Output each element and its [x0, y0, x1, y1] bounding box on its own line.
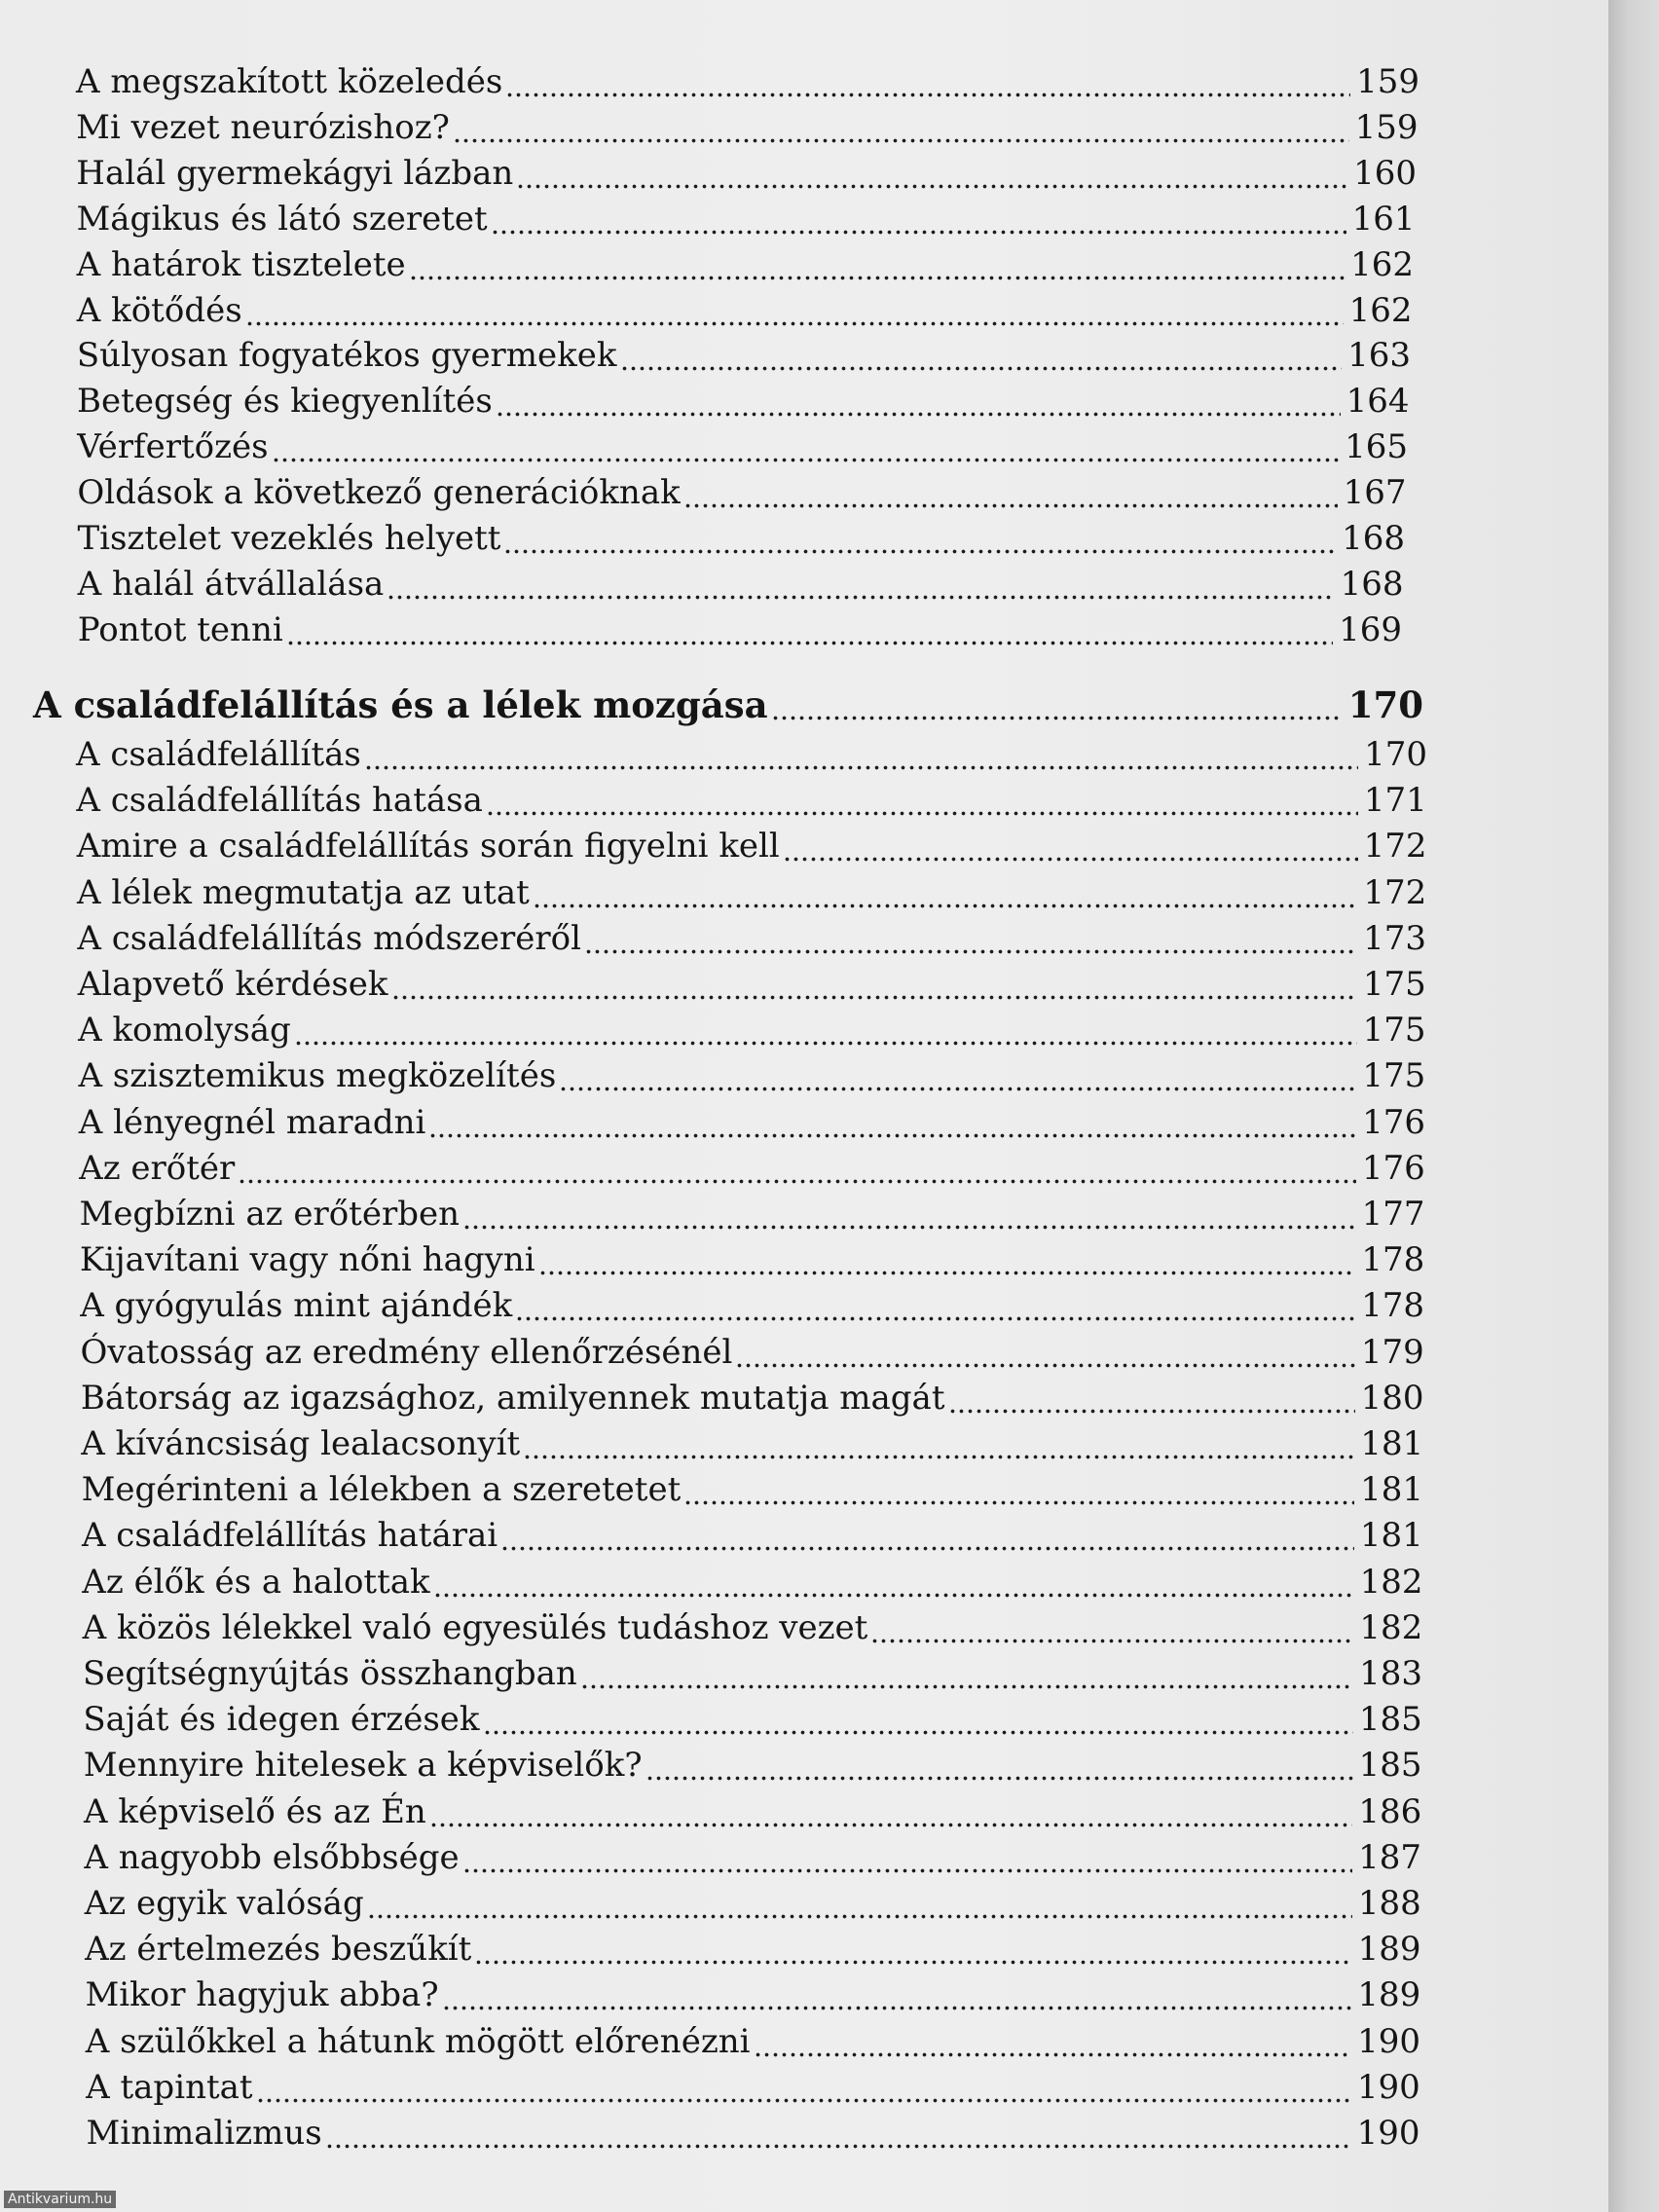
toc-entry — [77, 380, 1409, 423]
toc-dot-leader — [442, 1973, 1352, 2016]
toc-entry — [82, 1514, 1423, 1557]
toc-entry-title: A kíváncsiság lealacsonyít — [81, 1424, 521, 1463]
toc-page-number: 162 — [1348, 290, 1413, 330]
toc-page-number: 187 — [1358, 1837, 1421, 1877]
page-edge-shadow — [1608, 0, 1659, 2212]
toc-entry — [84, 1790, 1421, 1833]
toc-dot-leader — [503, 517, 1336, 560]
toc-entry-title: A családfelállítás hatása — [76, 781, 483, 821]
toc-dot-leader — [387, 563, 1334, 606]
toc-entry-title: A kötődés — [76, 290, 242, 330]
toc-entry — [77, 871, 1426, 914]
toc-entry-title: Bátorság az igazsághoz, amilyennek mutatja magát — [80, 1378, 945, 1418]
toc-entry — [81, 1377, 1424, 1419]
toc-entry — [78, 963, 1426, 1006]
toc-dot-leader — [391, 963, 1357, 1006]
toc-entry-title: A lényegnél maradni — [78, 1102, 426, 1142]
toc-entry-title: Minimalizmus — [86, 2114, 322, 2153]
toc-entry — [81, 1331, 1424, 1374]
toc-dot-leader — [580, 1652, 1353, 1695]
toc-page-number: 168 — [1340, 564, 1404, 604]
toc-page-number: 190 — [1356, 2067, 1420, 2107]
toc-dot-leader — [683, 1468, 1354, 1511]
toc-page-number: 190 — [1357, 2021, 1420, 2061]
toc-entry — [80, 1238, 1424, 1281]
toc-dot-leader — [735, 1331, 1354, 1374]
toc-entry — [83, 1652, 1422, 1695]
toc-entry-title: A családfelállítás és a lélek mozgása — [33, 683, 768, 726]
toc-page-number: 175 — [1362, 1011, 1426, 1051]
toc-entry-title: Kijavítani vagy nőni hagyni — [79, 1240, 535, 1280]
toc-entry-title: Az értelmezés beszűkít — [85, 1930, 472, 1970]
toc-entry-title: A szülőkkel a hátunk mögött előrenézni — [85, 2021, 751, 2061]
toc-entry-title: Mi vezet neurózishoz? — [76, 107, 450, 147]
toc-dot-leader — [754, 2020, 1352, 2063]
toc-entry — [77, 471, 1406, 514]
toc-page-number: 182 — [1359, 1607, 1423, 1647]
toc-entry-title: Megbízni az erőtérben — [79, 1195, 460, 1234]
toc-page-number: 180 — [1360, 1378, 1424, 1418]
toc-dot-leader — [433, 1561, 1354, 1604]
toc-dot-leader — [245, 289, 1344, 332]
toc-dot-leader — [453, 106, 1349, 149]
toc-entry-title: A lélek megmutatja az utat — [77, 872, 530, 912]
toc-dot-leader — [500, 1514, 1354, 1557]
toc-entry-title: A családfelállítás — [76, 735, 361, 774]
toc-dot-leader — [683, 471, 1338, 514]
toc-page-number: 181 — [1360, 1470, 1423, 1510]
toc-entry — [78, 563, 1404, 606]
toc-dot-leader — [364, 733, 1358, 776]
toc-entry-title: Oldások a következő generációknak — [77, 473, 681, 513]
toc-entry — [77, 334, 1411, 377]
toc-entry-title: Amire a családfelállítás során figyelni kell — [76, 827, 780, 866]
toc-dot-leader — [645, 1744, 1353, 1787]
toc-dot-leader — [428, 1101, 1356, 1144]
toc-entry — [76, 733, 1427, 776]
toc-entry-title: Alapvető kérdések — [77, 965, 388, 1004]
toc-entry-title: Óvatosság az eredmény ellenőrzésénél — [80, 1332, 733, 1372]
toc-entry-title: A családfelállítás módszeréről — [77, 918, 582, 958]
watermark: Antikvarium.hu — [4, 2191, 116, 2208]
toc-page-number: 169 — [1339, 609, 1402, 649]
toc-entry-title: Megérinteni a lélekben a szeretetet — [81, 1470, 682, 1510]
toc-entry-title: A képviselő és az Én — [84, 1791, 426, 1831]
toc-entry — [85, 1882, 1421, 1925]
toc-page-number: 179 — [1360, 1332, 1424, 1372]
toc-page-number: 182 — [1359, 1562, 1423, 1602]
toc-page-number: 159 — [1356, 62, 1419, 101]
toc-dot-leader — [496, 380, 1341, 423]
toc-entry — [77, 425, 1408, 468]
toc-page-number: 190 — [1356, 2114, 1420, 2153]
toc-page-number: 189 — [1357, 1930, 1421, 1970]
toc-entry — [76, 106, 1418, 149]
toc-entry-title: A halál átvállalása — [77, 564, 385, 604]
toc-dot-leader — [409, 243, 1345, 286]
toc-page-number: 181 — [1359, 1516, 1423, 1556]
toc-entry-title: A megszakított közeledés — [76, 62, 503, 101]
toc-page-number: 168 — [1342, 519, 1405, 558]
toc-entry-title: Az egyik valóság — [84, 1884, 364, 1923]
toc-entry — [86, 2020, 1420, 2063]
toc-entry — [85, 1928, 1420, 1971]
toc-entry — [77, 917, 1426, 960]
toc-entry-title: Segítségnyújtás összhangban — [83, 1654, 577, 1693]
toc-entry — [76, 60, 1419, 103]
toc-entry-title: Mennyire hitelesek a képviselők? — [83, 1746, 643, 1786]
toc-page-number: 177 — [1361, 1195, 1425, 1234]
toc-dot-leader — [474, 1928, 1351, 1971]
toc-entry — [82, 1561, 1422, 1604]
toc-entry-title: Vérfertőzés — [77, 427, 269, 467]
toc-page-number: 178 — [1361, 1286, 1424, 1326]
toc-page-number: 188 — [1357, 1884, 1421, 1923]
toc-entry — [85, 1973, 1420, 2016]
toc-entry — [77, 289, 1413, 332]
toc-page-number: 171 — [1363, 781, 1427, 821]
toc-dot-leader — [620, 334, 1343, 377]
toc-dot-leader — [238, 1147, 1356, 1190]
toc-entry-title: A gyógyulás mint ajándék — [80, 1286, 513, 1326]
toc-dot-leader — [483, 1698, 1353, 1741]
toc-entry — [76, 779, 1426, 822]
toc-entry-title: Tisztelet vezeklés helyett — [77, 519, 501, 558]
toc-entry-title: Súlyosan fogyatékos gyermekek — [76, 336, 617, 376]
toc-dot-leader — [584, 917, 1357, 960]
toc-page-number: 162 — [1350, 244, 1414, 284]
toc-entry — [84, 1836, 1421, 1879]
toc-page-number: 185 — [1358, 1700, 1422, 1740]
toc-entry — [87, 2112, 1420, 2155]
toc-entry-title: A határok tisztelete — [76, 244, 406, 284]
toc-page-number: 165 — [1345, 427, 1408, 467]
toc-entry — [80, 1193, 1425, 1235]
toc-entry — [81, 1422, 1423, 1465]
toc-page-number: 170 — [1364, 735, 1427, 774]
toc-page-number: 183 — [1359, 1654, 1422, 1693]
toc-page-number: 175 — [1362, 1056, 1426, 1096]
toc-dot-leader — [505, 60, 1350, 103]
toc-dot-leader — [256, 2066, 1351, 2109]
toc-dot-leader — [948, 1377, 1355, 1419]
toc-page-number: 159 — [1354, 107, 1419, 147]
toc-entry-title: Halál gyermekágyi lázban — [76, 153, 514, 193]
toc-entry — [78, 608, 1402, 651]
toc-entry-title: A szisztemikus megközelítés — [78, 1056, 557, 1096]
toc-dot-leader — [523, 1422, 1354, 1465]
toc-entry — [83, 1698, 1421, 1741]
toc-entry-title: Betegség és kiegyenlítés — [77, 382, 493, 422]
toc-entry-title: A családfelállítás határai — [81, 1516, 498, 1556]
toc-dot-leader — [294, 1009, 1357, 1051]
toc-page-number: 176 — [1361, 1148, 1425, 1188]
toc-entry — [83, 1606, 1423, 1649]
toc-entry — [84, 1744, 1422, 1787]
toc-entry-title: A komolyság — [78, 1011, 291, 1051]
toc-page-number: 189 — [1357, 1975, 1421, 2015]
toc-entry — [86, 2066, 1420, 2109]
toc-dot-leader — [286, 608, 1333, 651]
toc-entry-title: Mikor hagyjuk abba? — [85, 1975, 439, 2015]
toc-page-number: 181 — [1360, 1424, 1424, 1463]
toc-dot-leader — [533, 871, 1358, 914]
toc-page-number: 167 — [1343, 473, 1407, 513]
toc-page-number: 173 — [1363, 918, 1426, 958]
toc-dot-leader — [367, 1882, 1352, 1925]
toc-dot-leader — [538, 1238, 1356, 1281]
toc-page-number: 186 — [1358, 1791, 1422, 1831]
toc-page-number: 175 — [1362, 965, 1426, 1004]
toc-entry — [79, 1147, 1425, 1190]
toc-dot-leader — [429, 1790, 1353, 1833]
toc-entry-title: A tapintat — [86, 2067, 253, 2107]
toc-dot-leader — [870, 1606, 1353, 1649]
toc-dot-leader — [325, 2112, 1351, 2155]
toc-page-number: 185 — [1358, 1746, 1422, 1786]
toc-dot-leader — [486, 779, 1358, 822]
toc-entry — [77, 243, 1414, 286]
toc-entry — [78, 517, 1406, 560]
toc-entry-title: Az erőtér — [79, 1148, 236, 1188]
toc-dot-leader — [559, 1054, 1356, 1097]
toc-entry — [78, 1009, 1425, 1051]
toc-dot-leader — [491, 198, 1346, 240]
toc-dot-leader — [783, 825, 1358, 867]
toc-entry — [76, 198, 1415, 240]
toc-entry-title: A nagyobb elsőbbsége — [84, 1837, 460, 1877]
toc-entry — [76, 152, 1417, 195]
toc-entry — [80, 1284, 1424, 1327]
toc-section-heading — [33, 683, 1423, 726]
toc-page-number: 163 — [1347, 336, 1411, 376]
toc-entry — [79, 1101, 1425, 1144]
toc-page-number: 172 — [1363, 827, 1427, 866]
toc-page-number: 160 — [1353, 153, 1417, 193]
toc-page-number: 170 — [1347, 683, 1423, 726]
toc-page-number: 176 — [1362, 1102, 1425, 1142]
toc-dot-leader — [771, 683, 1343, 726]
toc-dot-leader — [272, 425, 1340, 468]
toc-entry-title: Pontot tenni — [77, 609, 283, 649]
toc-entry-title: Saját és idegen érzések — [83, 1700, 480, 1740]
toc-entry-title: A közös lélekkel való egyesülés tudáshoz vezet — [82, 1607, 868, 1647]
toc-dot-leader — [462, 1193, 1356, 1235]
toc-entry-title: Mágikus és látó szeretet — [76, 199, 488, 239]
toc-dot-leader — [516, 152, 1347, 195]
toc-page-number: 172 — [1363, 872, 1427, 912]
toc-page-number: 161 — [1351, 199, 1416, 239]
toc-dot-leader — [462, 1836, 1352, 1879]
toc-entry — [82, 1468, 1423, 1511]
toc-entry-title: Az élők és a halottak — [82, 1562, 430, 1602]
toc-dot-leader — [515, 1284, 1355, 1327]
toc-entry — [77, 825, 1427, 867]
toc-page-number: 164 — [1346, 382, 1410, 422]
toc-page-number: 178 — [1361, 1240, 1425, 1280]
toc-entry — [78, 1054, 1425, 1097]
